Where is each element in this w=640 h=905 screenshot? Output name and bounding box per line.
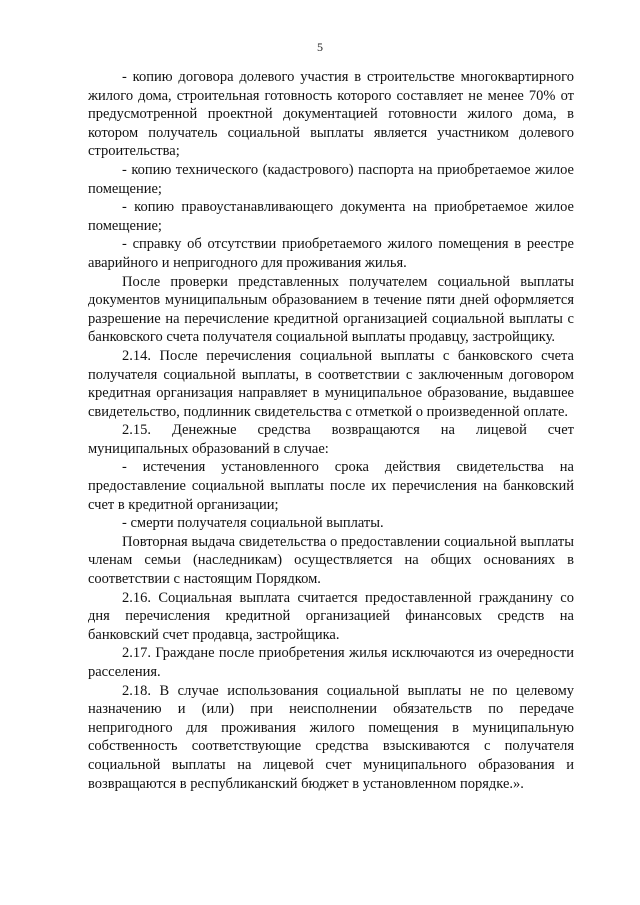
paragraph-1: - копию договора долевого участия в строительстве многоквартирного жилого дома, строительная готовность которого составляет не менее 70% от предусмотренной проектной документацией готовности жилого дома, в котором получатель социальной выплаты является участником долевого строительства; [88,69,574,160]
paragraph-6: 2.14. После перечисления социальной выплаты с банковского счета получателя социальной выплаты, в соответствии с заключенным договором кредитная организация направляет в муниципальное образование, выдавшее свидетельство, подлинник свидетельства с отметкой о произведенной оплате. [88,347,574,420]
paragraph-8: - истечения установленного срока действия свидетельства на предоставление социальной выплаты после их перечисления на банковский счет в кредитной организации; [88,459,574,513]
paragraph-2: - копию технического (кадастрового) паспорта на приобретаемое жилое помещение; [88,161,574,197]
paragraph-5: После проверки представленных получателем социальной выплаты документов муниципальным образованием в течение пяти дней оформляется разрешение на перечисление кредитной организацией социальной выплаты с банковского счета получателя социальной выплаты продавцу, застройщику. [88,273,574,346]
paragraph-3: - копию правоустанавливающего документа на приобретаемое жилое помещение; [88,199,574,234]
document-body [88,68,574,793]
paragraph-4: - справку об отсутствии приобретаемого жилого помещения в реестре аварийного и непригодного для проживания жилья. [88,236,574,271]
paragraph-7: 2.15. Денежные средства возвращаются на лицевой счет муниципальных образований в случае: [88,422,574,457]
paragraph-10: Повторная выдача свидетельства о предоставлении социальной выплаты членам семьи (наследникам) осуществляется на общих основаниях в соответствии с настоящим Порядком. [88,533,574,588]
paragraph-11: 2.16. Социальная выплата считается предоставленной гражданину со дня перечисления кредитной организацией финансовых средств на банковский счет продавца, застройщика. [88,589,574,643]
paragraph-13: 2.18. В случае использования социальной выплаты не по целевому назначению и (или) при неисполнении обязательств по передаче непригодного для проживания жилого помещения в муниципальную собственность соответствующие средства взыскиваются с получателя социальной выплаты на лицевой счет муниципального образования и возвращаются в республиканский бюджет в установленном порядке.». [88,682,574,792]
paragraph-12: 2.17. Граждане после приобретения жилья исключаются из очередности расселения. [88,645,574,680]
paragraph-9: - смерти получателя социальной выплаты. [122,515,384,532]
page-number: 5 [317,40,323,54]
